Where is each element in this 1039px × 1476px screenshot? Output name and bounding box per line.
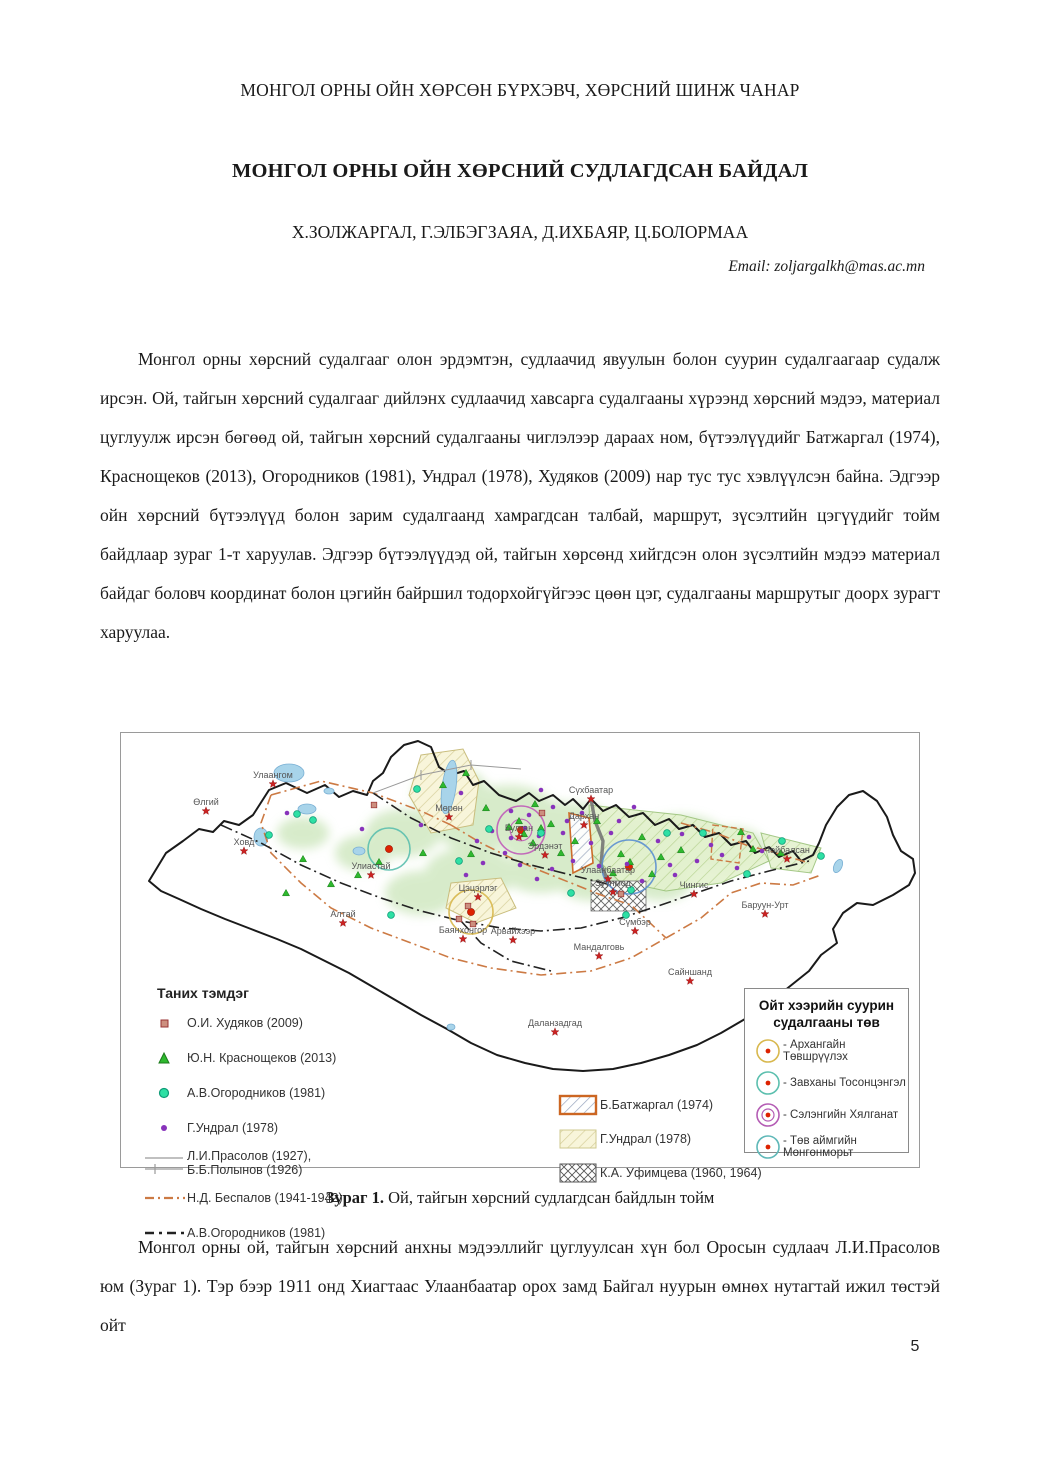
- legend-station-row: [753, 1069, 908, 1097]
- legend-station-label: - Сэлэнгийн Хялганат: [783, 1109, 899, 1121]
- city-star: [690, 890, 698, 898]
- legend-station-symbol: [753, 1037, 783, 1065]
- legend-symbol-symbol: [143, 1079, 187, 1107]
- legend-symbol-row: [143, 1149, 473, 1177]
- legend-symbol-symbol: [143, 1114, 187, 1142]
- city-label: Сүхбаатар: [568, 785, 614, 795]
- legend-station-symbol: [753, 1133, 783, 1161]
- city-star: [595, 952, 603, 960]
- legend-patch-symbol: [556, 1159, 600, 1187]
- city-label: Дархан: [568, 811, 600, 821]
- city-label: Улиастай: [351, 861, 391, 871]
- city-star: [367, 871, 375, 879]
- legend-symbol-symbol: [143, 1044, 187, 1072]
- page-number: 5: [910, 1338, 920, 1355]
- article-title: МОНГОЛ ОРНЫ ОЙН ХӨРСНИЙ СУДЛАГДСАН БАЙДАЛ: [231, 160, 809, 182]
- city-label: Улаангом: [253, 770, 293, 780]
- figure-caption-label: Зураг 1.: [325, 1188, 385, 1207]
- city-label: Чингис: [679, 880, 709, 890]
- paragraph-1: Монгол орны хөрсний судалгааг олон эрдэмтэн, судлаачид явуулын болон суурин судалгаагаар судалж ирсэн. Ой, тайгын хөрсний судалгааг дийлэнх судлаачид хавсарга судалгааны хүрээнд хөрсний мэдээ, материал цуглуулж ирсэн бөгөөд ой, тайгын хөрсний судалгааны чиглэлээр дараах ном, бүтээлүүдийг Батжаргал (1974), Краснощеков (2013), Огородников (1981), Ундрал (1978), Худяков (2009) нар тус тус хэвлүүлсэн байна. Эдгээр ойн хөрсний бүтээлүүд болон зарим судалгаанд хамрагдсан талбай, маршрут, зүсэлтийн цэгүүдийг тойм байдлаар зураг 1-т харуулав. Эдгээр бүтээлүүдэд ой, тайгын хөрсөнд хийгдсэн олон зүсэлтийн мэдээ материал байдаг боловч координат болон цэгийн байршил тодорхойгүйгээс цөөн цэг, судалгааны маршрутыг доорх зурагт харуулаа.: [100, 349, 940, 642]
- legend-station-row: [753, 1133, 908, 1161]
- legend-symbols-title: Таних тэмдэг: [157, 985, 249, 1001]
- legend-patch-label: Б.Батжаргал (1974): [600, 1098, 714, 1112]
- city-star: [761, 910, 769, 918]
- legend-station-row: [753, 1101, 908, 1129]
- legend-symbol-row: [143, 1114, 473, 1142]
- city-label: Алтай: [330, 909, 356, 919]
- legend-patch-row: [556, 1159, 826, 1187]
- city-label: Даланзадгад: [527, 1018, 583, 1028]
- city-star: [202, 807, 210, 815]
- legend-symbol-label: Г.Ундрал (1978): [187, 1121, 279, 1135]
- legend-symbol-row: [143, 1044, 473, 1072]
- city-star: [551, 1028, 559, 1036]
- city-label: Чойбалсан: [764, 845, 810, 855]
- city-label: Өлгий: [193, 797, 219, 807]
- legend-stations-title: Ойт хээрийн суурин судалгааны төв: [758, 998, 895, 1030]
- city-star: [459, 935, 467, 943]
- legend-patch-label: К.А. Уфимцева (1960, 1964): [600, 1166, 762, 1180]
- email-line: Email: zoljargalkh@mas.ac.mn: [728, 258, 925, 275]
- legend-stations: [744, 988, 909, 1159]
- city-star: [686, 977, 694, 985]
- legend-symbol-label: А.В.Огородников (1981): [187, 1226, 326, 1240]
- legend-symbol-row: [143, 1009, 473, 1037]
- city-label: Баруун-Урт: [741, 900, 789, 910]
- legend-station-label: - Төв аймгийн Мөнгөнморьт: [783, 1135, 857, 1159]
- city-label: Цэцэрлэг: [458, 883, 498, 893]
- city-label: Зуунмод: [595, 878, 631, 888]
- paragraph-2: Монгол орны ой, тайгын хөрсний анхны мэдээллийг цуглуулсан хүн бол Оросын судлаач Л.И.Прасолов юм (Зураг 1). Тэр бээр 1911 онд Хиагтаас Улаанбаатар орох замд Байгал нуурын өмнөх нутагтай ижил төстэй ойт: [100, 1237, 940, 1335]
- legend-symbol-label: Л.И.Прасолов (1927), Б.Б.Полынов (1926): [187, 1149, 312, 1177]
- city-label: Булган: [504, 823, 534, 833]
- legend-symbol-label: Н.Д. Беспалов (1941-1942): [187, 1191, 343, 1205]
- legend-station-symbol: [753, 1101, 783, 1129]
- city-star: [240, 847, 248, 855]
- legend-patch-symbol: [556, 1091, 600, 1119]
- legend-symbol-symbol: [143, 1149, 187, 1177]
- figure-caption: [100, 1188, 940, 1208]
- city-label: Арвайхээр: [490, 926, 536, 936]
- city-label: Мөрөн: [435, 803, 463, 813]
- legend-station-label: - Завханы Тосонцэнгэл: [783, 1077, 906, 1089]
- city-label: Баянхонгор: [438, 925, 488, 935]
- legend-station-symbol: [753, 1069, 783, 1097]
- figure-caption-text: Ой, тайгын хөрсний судлагдсан байдлын тойм: [384, 1188, 715, 1207]
- legend-symbol-symbol: [143, 1009, 187, 1037]
- city-label: Сүмбэр: [619, 917, 651, 927]
- legend-symbol-label: О.И. Худяков (2009): [187, 1016, 303, 1030]
- legend-patch-symbol: [556, 1125, 600, 1153]
- legend-symbol-row: [143, 1079, 473, 1107]
- city-label: Ховд: [233, 837, 255, 847]
- legend-symbol-label: Ю.Н. Краснощеков (2013): [187, 1051, 337, 1065]
- city-star: [631, 927, 639, 935]
- running-header: МОНГОЛ ОРНЫ ОЙН ХӨРСӨН БҮРХЭВЧ, ХӨРСНИЙ ШИНЖ ЧАНАР: [240, 80, 800, 100]
- city-label: Сайншанд: [667, 967, 713, 977]
- city-label: Мандалговь: [573, 942, 625, 952]
- legend-symbols: [143, 985, 473, 1254]
- legend-symbol-label: А.В.Огородников (1981): [187, 1086, 326, 1100]
- legend-patch-label: Г.Ундрал (1978): [600, 1132, 692, 1146]
- legend-station-row: [753, 1037, 908, 1065]
- authors-line: Х.ЗОЛЖАРГАЛ, Г.ЭЛБЭГЗАЯА, Д.ИХБАЯР, Ц.БОЛОРМАА: [291, 222, 749, 242]
- city-star: [509, 936, 517, 944]
- legend-station-label: - Архангайн Төвшрүүлэх: [783, 1039, 848, 1063]
- city-star: [339, 919, 347, 927]
- city-label: Эрдэнэт: [527, 841, 563, 851]
- city-label: Улаанбаатар: [580, 865, 636, 875]
